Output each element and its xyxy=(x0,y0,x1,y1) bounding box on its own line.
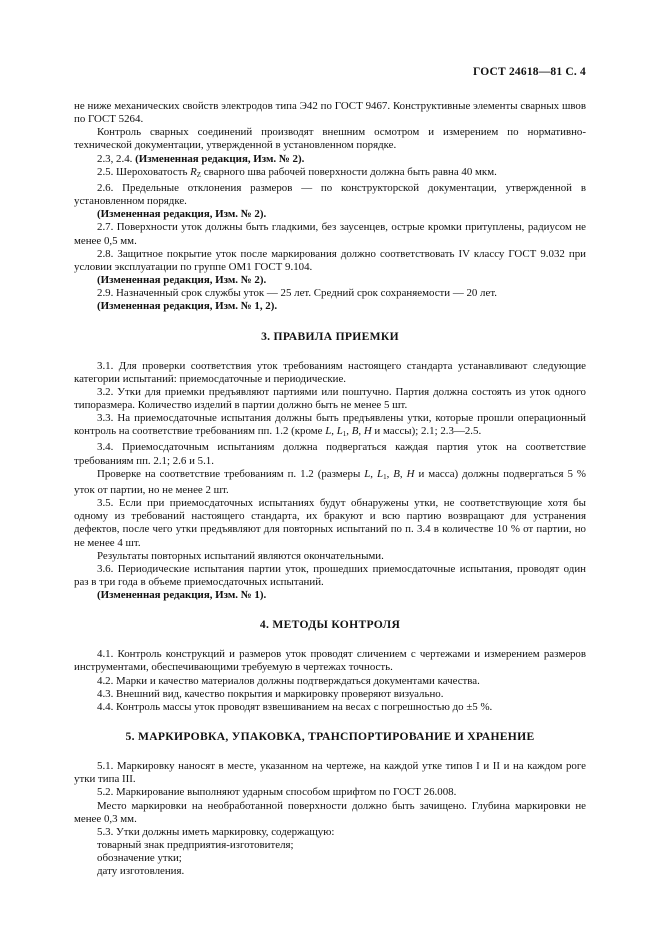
paragraph: Место маркировки на необработанной поверхности должно быть зачищено. Глубина маркировки не менее 0,3 мм. xyxy=(74,799,586,825)
paragraph: 3.3. На приемосдаточные испытания должны быть предъявлены утки, которые прошли операционный контроль на соответствие требованиям пп. 1.2 (кроме L, $L_1$, B, H и массы); 2.1; 2.3—2.5. xyxy=(74,412,586,439)
paragraph: дату изготовления. xyxy=(97,865,185,878)
paragraph: 2.5. Шероховатость $R_Z$ сварного шва рабочей поверхности должна быть равна 40 мкм. xyxy=(97,165,497,179)
paragraph: 2.3, 2.4. (Измененная редакция, Изм. № 2). xyxy=(97,152,305,165)
paragraph: 5.1. Маркировку наносят в месте, указанном на чертеже, на каждой утке типов I и II и на каждом роге утки типа III. xyxy=(74,760,586,786)
paragraph: не ниже механических свойств электродов типа Э42 по ГОСТ 9467. Конструктивные элементы сварных швов по ГОСТ 5264. xyxy=(74,100,586,126)
paragraph: 3.2. Утки для приемки предъявляют партиями или поштучно. Партия должна состоять из уток одного типоразмера. Количество изделий в партии должно быть не менее 5 шт. xyxy=(74,385,586,411)
amendment-note: (Измененная редакция, Изм. № 2). xyxy=(97,274,267,287)
paragraph: 4.2. Марки и качество материалов должны подтверждаться документами качества. xyxy=(97,674,480,687)
document-page xyxy=(74,66,586,879)
section-heading: 3. ПРАВИЛА ПРИЕМКИ xyxy=(261,329,399,343)
paragraph xyxy=(74,274,586,287)
section-heading: 5. МАРКИРОВКА, УПАКОВКА, ТРАНСПОРТИРОВАНИЕ И ХРАНЕНИЕ xyxy=(125,730,535,744)
paragraph: 3.6. Периодические испытания партии уток, прошедших приемосдаточные испытания, проводят один раз в три года в объеме приемосдаточных испытаний. xyxy=(74,562,586,588)
amendment-note: (Измененная редакция, Изм. № 2). xyxy=(135,152,305,165)
section-heading: 4. МЕТОДЫ КОНТРОЛЯ xyxy=(259,618,401,632)
paragraph xyxy=(74,208,586,221)
paragraph: Контроль сварных соединений производят внешним осмотром и измерением по нормативно-технической документации, утвержденной в установленном порядке. xyxy=(74,126,586,152)
amendment-note: (Измененная редакция, Изм. № 1). xyxy=(97,589,267,602)
paragraph: 5.3. Утки должны иметь маркировку, содержащую: xyxy=(97,825,335,838)
paragraph xyxy=(74,589,586,602)
paragraph: товарный знак предприятия-изготовителя; xyxy=(97,839,294,852)
document-body xyxy=(74,100,586,879)
paragraph: 5.2. Маркирование выполняют ударным способом шрифтом по ГОСТ 26.008. xyxy=(97,786,457,799)
paragraph: Проверке на соответствие требованиям п. 1.2 (размеры L, $L_1$, B, H и масса) должны подвергаться 5 % уток от партии, но не менее 2 шт. xyxy=(74,467,586,496)
page-header: ГОСТ 24618—81 С. 4 xyxy=(473,66,586,78)
paragraph: обозначение утки; xyxy=(97,852,182,865)
paragraph: Результаты повторных испытаний являются окончательными. xyxy=(97,549,384,562)
paragraph: 2.9. Назначенный срок службы уток — 25 лет. Средний срок сохраняемости — 20 лет. xyxy=(97,287,497,300)
paragraph: 3.5. Если при приемосдаточных испытаниях будут обнаружены утки, не соответствующие хотя бы одному из требований настоящего стандарта, их бракуют и всю партию возвращают для устранения дефектов, после чего утки предъявляют для повторных испытаний по п. 3.4 в количестве 10 % от партии, но не менее 4 шт. xyxy=(74,497,586,549)
paragraph: 4.4. Контроль массы уток проводят взвешиванием на весах с погрешностью до ±5 %. xyxy=(97,700,493,713)
paragraph: 3.4. Приемосдаточным испытаниям должна подвергаться каждая партия уток на соответствие требованиям пп. 2.1; 2.6 и 5.1. xyxy=(74,441,586,467)
paragraph: 3.1. Для проверки соответствия уток требованиям настоящего стандарта устанавливают следующие категории испытаний: приемосдаточные и периодические. xyxy=(74,359,586,385)
paragraph: 2.8. Защитное покрытие уток после маркирования должно соответствовать IV классу ГОСТ 9.032 при условии эксплуатации по группе ОМ1 ГОСТ 9.104. xyxy=(74,247,586,273)
paragraph: 4.1. Контроль конструкций и размеров уток проводят сличением с чертежами и измерением размеров инструментами, обеспечивающими требуемую в чертежах точность. xyxy=(74,648,586,674)
amendment-note: (Измененная редакция, Изм. № 1, 2). xyxy=(97,300,278,313)
paragraph xyxy=(74,300,586,313)
paragraph: 4.3. Внешний вид, качество покрытия и маркировку проверяют визуально. xyxy=(97,687,444,700)
paragraph: 2.7. Поверхности уток должны быть гладкими, без заусенцев, острые кромки притуплены, радиусом не менее 0,5 мм. xyxy=(74,221,586,247)
paragraph: 2.6. Предельные отклонения размеров — по конструкторской документации, утвержденной в установленном порядке. xyxy=(74,181,586,208)
amendment-note: (Измененная редакция, Изм. № 2). xyxy=(97,208,267,221)
